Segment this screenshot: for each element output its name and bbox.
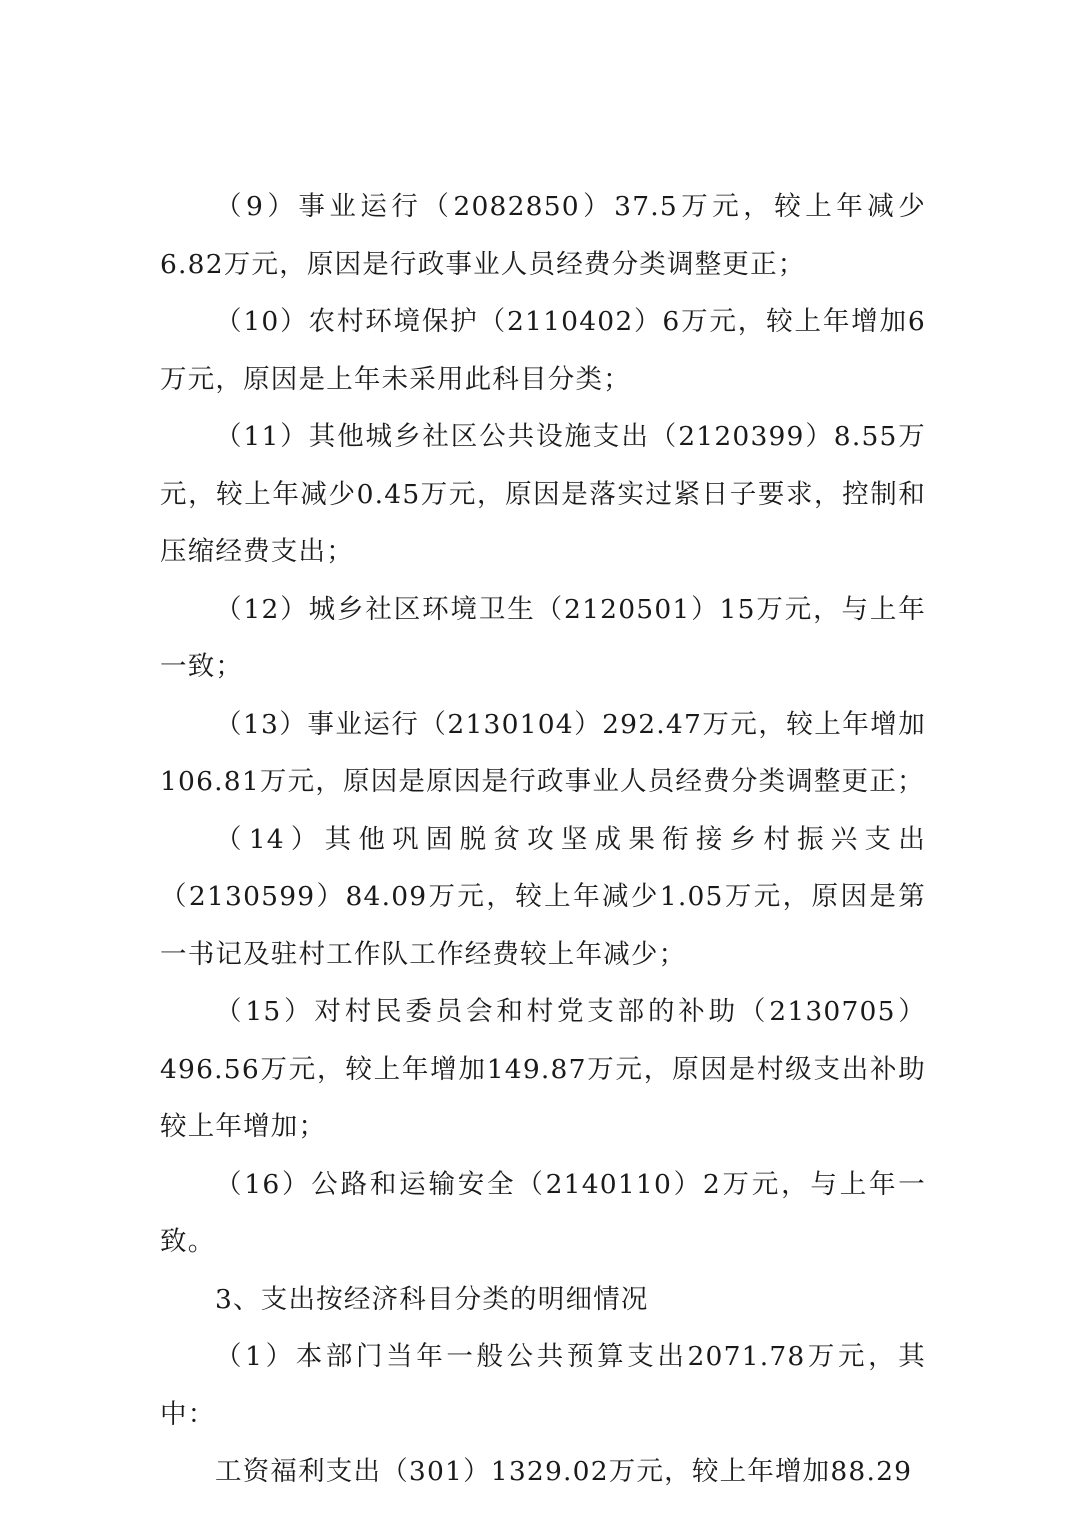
paragraph-item-12: （12）城乡社区环境卫生（2120501）15万元，与上年一致； bbox=[160, 593, 926, 682]
paragraph-item-16: （16）公路和运输安全（2140110）2万元，与上年一致。 bbox=[160, 1168, 926, 1257]
paragraph-general-budget-summary: （1）本部门当年一般公共预算支出2071.78万元，其中： bbox=[160, 1341, 926, 1430]
paragraph-item-10: （10）农村环境保护（2110402）6万元，较上年增加6万元，原因是上年未采用此科目分类； bbox=[160, 306, 926, 395]
paragraph-item-14: （14）其他巩固脱贫攻坚成果衔接乡村振兴支出（2130599）84.09万元，较上年减少1.05万元，原因是第一书记及驻村工作队工作经费较上年减少； bbox=[160, 823, 926, 970]
document-body bbox=[160, 178, 926, 1501]
paragraph-item-11: （11）其他城乡社区公共设施支出（2120399）8.55万元，较上年减少0.45万元，原因是落实过紧日子要求，控制和压缩经费支出； bbox=[160, 421, 926, 567]
paragraph-item-13: （13）事业运行（2130104）292.47万元，较上年增加106.81万元，原因是原因是行政事业人员经费分类调整更正； bbox=[160, 708, 926, 797]
section-heading-economic-classification: 3、支出按经济科目分类的明细情况 bbox=[215, 1283, 649, 1315]
paragraph-salary-welfare: 工资福利支出（301）1329.02万元，较上年增加88.29 bbox=[215, 1456, 913, 1487]
paragraph-item-15: （15）对村民委员会和村党支部的补助（2130705）496.56万元，较上年增加149.87万元，原因是村级支出补助较上年增加； bbox=[160, 996, 926, 1142]
paragraph-item-9: （9）事业运行（2082850）37.5万元，较上年减少6.82万元，原因是行政事业人员经费分类调整更正； bbox=[160, 191, 926, 280]
